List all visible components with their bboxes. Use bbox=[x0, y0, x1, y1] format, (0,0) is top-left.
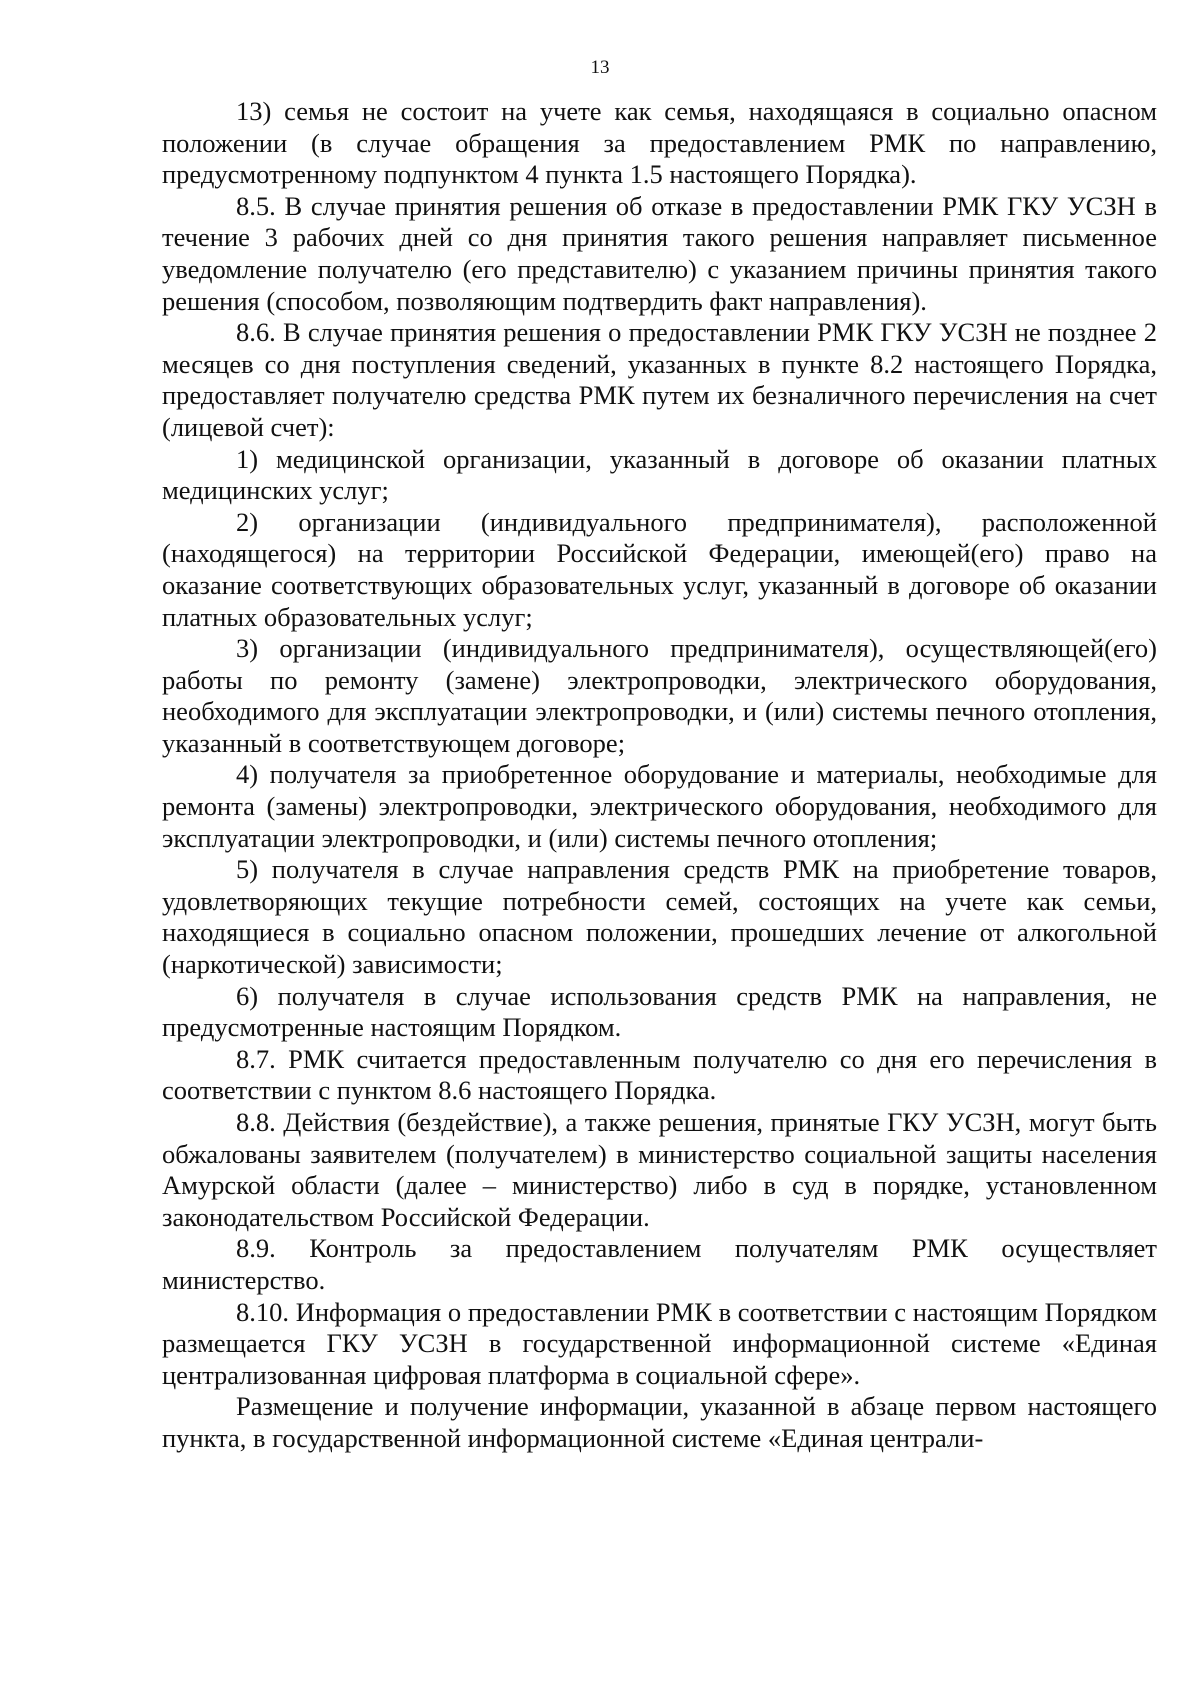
paragraph-8-6: 8.6. В случае принятия решения о предоставлении РМК ГКУ УСЗН не позднее 2 месяцев со дня поступления сведений, указанных в пункте 8.2 настоящего Порядка, предоставляет получателю средства РМК путем их безналичного перечисления на счет (лицевой счет): bbox=[162, 317, 1157, 442]
paragraph-8-7: 8.7. РМК считается предоставленным получателю со дня его перечисления в соответствии с пунктом 8.6 настоящего Порядка. bbox=[162, 1043, 1157, 1106]
list-item-1: 1) медицинской организации, указанный в договоре об оказании платных медицинских услуг; bbox=[162, 443, 1157, 506]
paragraph-placement-info: Размещение и получение информации, указанной в абзаце первом настоящего пункта, в государственной информационной системе «Единая централи- bbox=[162, 1391, 1157, 1453]
page-number: 13 bbox=[590, 57, 610, 78]
paragraph-8-10: 8.10. Информация о предоставлении РМК в соответствии с настоящим Порядком размещается ГКУ УСЗН в государственной информационной системе «Единая централизованная цифровая платформа в социальной сфере». bbox=[162, 1296, 1157, 1390]
list-item-3: 3) организации (индивидуального предпринимателя), осуществляющей(его) работы по ремонту (замене) электропроводки, электрического оборудования, необходимого для эксплуатации электропроводки, и (или) системы печного отопления, указанный в соответствующем договоре; bbox=[162, 633, 1157, 758]
list-item-5: 5) получателя в случае направления средств РМК на приобретение товаров, удовлетворяющих текущие потребности семей, состоящих на учете как семьи, находящиеся в социально опасном положении, прошедших лечение от алкогольной (наркотической) зависимости; bbox=[162, 854, 1157, 980]
paragraph-item-13: 13) семья не состоит на учете как семья, находящаяся в социально опасном положении (в случае обращения за предоставлением РМК по направлению, предусмотренному подпунктом 4 пункта 1.5 настоящего Порядка). bbox=[162, 96, 1157, 190]
paragraph-8-5: 8.5. В случае принятия решения об отказе в предоставлении РМК ГКУ УСЗН в течение 3 рабочих дней со дня принятия такого решения направляет письменное уведомление получателю (его представителю) с указанием причины принятия такого решения (способом, позволяющим подтвердить факт направления). bbox=[162, 190, 1157, 316]
paragraph-8-8: 8.8. Действия (бездействие), а также решения, принятые ГКУ УСЗН, могут быть обжалованы заявителем (получателем) в министерство социальной защиты населения Амурской области (далее – министерство) либо в суд в порядке, установленном законодательством Российской Федерации. bbox=[162, 1107, 1157, 1232]
list-item-2: 2) организации (индивидуального предпринимателя), расположенной (находящегося) на территории Российской Федерации, имеющей(его) право на оказание соответствующих образовательных услуг, указанный в договоре об оказании платных образовательных услуг; bbox=[162, 506, 1157, 632]
paragraph-8-9: 8.9. Контроль за предоставлением получателям РМК осуществляет министерство. bbox=[162, 1233, 1157, 1295]
list-item-4: 4) получателя за приобретенное оборудование и материалы, необходимые для ремонта (замены) электропроводки, электрического оборудования, необходимого для эксплуатации электропроводки, и (или) системы печного отопления; bbox=[162, 759, 1157, 853]
list-item-6: 6) получателя в случае использования средств РМК на направления, не предусмотренные настоящим Порядком. bbox=[162, 980, 1157, 1043]
document-body bbox=[162, 96, 1157, 1455]
